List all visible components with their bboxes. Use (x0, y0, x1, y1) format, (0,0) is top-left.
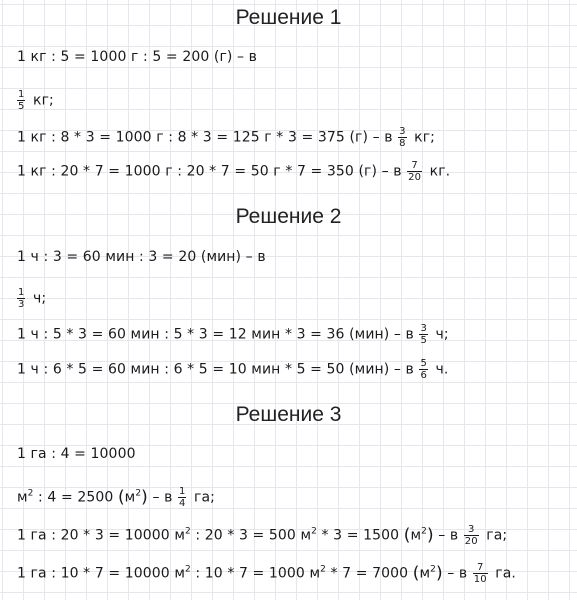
solution-2-title: Решение 2 (235, 205, 342, 228)
fraction: $\frac{3}{8}$ (399, 126, 406, 149)
fraction: $\frac{1}{5}$ (18, 89, 25, 112)
solution-2-line-1: 1 ч : 3 = 60 мин : 3 = 20 (мин) – в (17, 249, 266, 265)
solution-2-line-4: 1 ч : 6 * 5 = 60 мин : 6 * 5 = 10 мин * 5 = 50 (мин) – в $\frac{5}{6}$ ч. (17, 358, 449, 381)
fraction: $\frac{7}{10}$ (473, 562, 487, 585)
solution-3-line-2: $м^2$ : 4 = 2500 $(м^2)$ – в $\frac{1}{4}$ га; (17, 486, 215, 509)
solution-3-title: Решение 3 (235, 403, 342, 426)
fraction: $\frac{1}{4}$ (179, 486, 186, 509)
solution-3-line-3: 1 га : 20 * 3 = 10000 $м^2$ : 20 * 3 = 500 $м^2 * 3 = 1500$ $(м^2)$ – в $\frac{3}{20}$ га; (17, 524, 508, 547)
solution-2-line-2: $\frac{1}{3}$ ч; (18, 287, 47, 310)
solution-1-line-3: 1 кг : 8 * 3 = 1000 г : 8 * 3 = 125 г * 3 = 375 (г) – в $\frac{3}{8}$ кг; (17, 126, 436, 149)
fraction: $\frac{1}{3}$ (18, 287, 25, 310)
solution-1-line-1: 1 кг : 5 = 1000 г : 5 = 200 (г) – в (17, 49, 258, 65)
solution-2-line-3: 1 ч : 5 * 3 = 60 мин : 5 * 3 = 12 мин * 3 = 36 (мин) – в $\frac{3}{5}$ ч; (17, 323, 449, 346)
fraction: $\frac{3}{5}$ (420, 323, 427, 346)
solution-3-line-1: 1 га : 4 = 10000 (17, 446, 136, 462)
solution-1-title: Решение 1 (235, 6, 342, 29)
solution-3-line-4: 1 га : 10 * 7 = 10000 $м^2$ : 10 * 7 = 1000 $м^2 * 7 = 7000$ $(м^2)$ – в $\frac{7}{10}$ га. (17, 562, 516, 585)
solution-1-line-4: 1 кг : 20 * 7 = 1000 г : 20 * 7 = 50 г * 7 = 350 (г) – в $\frac{7}{20}$ кг. (17, 160, 451, 183)
fraction: $\frac{7}{20}$ (408, 160, 422, 183)
fraction: $\frac{3}{20}$ (464, 524, 478, 547)
fraction: $\frac{5}{6}$ (420, 358, 427, 381)
solution-1-line-2: $\frac{1}{5}$ кг; (18, 89, 54, 112)
